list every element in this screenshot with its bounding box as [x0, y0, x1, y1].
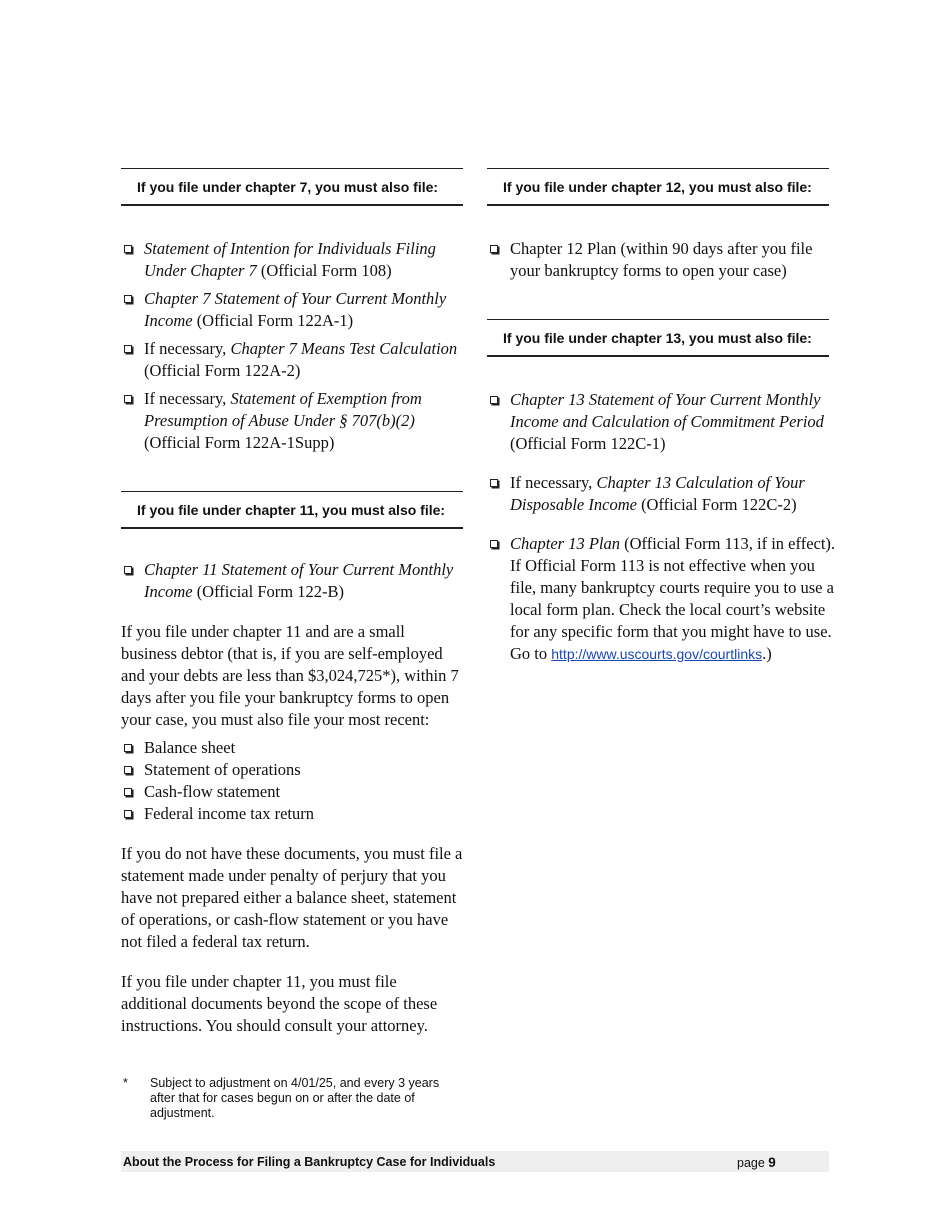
checklist-item: Chapter 11 Statement of Your Current Monthly Income (Official Form 122-B) [121, 559, 463, 603]
checkbox-icon [124, 245, 132, 253]
page-number: page 9 [737, 1155, 776, 1170]
no-documents-paragraph: If you do not have these documents, you must file a statement made under penalty of perjury that you have not prepared either a balance sheet, statement of operations, or cash-flow statement or you have not filed a federal tax return. [121, 844, 463, 951]
checklist-item: If necessary, Chapter 13 Calculation of Your Disposable Income (Official Form 122C-2) [487, 472, 839, 516]
footer-title: About the Process for Filing a Bankruptcy Case for Individuals [123, 1155, 496, 1169]
checklist-item: Chapter 13 Statement of Your Current Monthly Income and Calculation of Commitment Period (Official Form 122C-1) [487, 389, 839, 455]
left-column [121, 168, 463, 1037]
checkbox-icon [124, 566, 132, 574]
checklist-item: Chapter 12 Plan (within 90 days after you file your bankruptcy forms to open your case) [487, 238, 839, 282]
checkbox-icon [490, 396, 498, 404]
footnote-text: Subject to adjustment on 4/01/25, and every 3 years after that for cases begun on or after the date of adjustment. [150, 1076, 440, 1120]
document-item: Federal income tax return [121, 803, 463, 825]
document-item: Balance sheet [121, 737, 463, 759]
document-item: Statement of operations [121, 759, 463, 781]
page-footer [121, 1151, 829, 1172]
checkbox-icon [490, 540, 498, 548]
checklist-item: If necessary, Statement of Exemption from Presumption of Abuse Under § 707(b)(2) (Official Form 122A-1Supp) [121, 388, 463, 454]
small-business-paragraph: If you file under chapter 11 and are a small business debtor (that is, if you are self-employed and your debts are less than $3,024,725*), within 7 days after you file your bankruptcy forms to open your case, you must also file your most recent: [121, 622, 459, 729]
footnote-mark: * [123, 1076, 128, 1090]
checkbox-icon [124, 788, 132, 796]
courtlinks-link[interactable]: http://www.uscourts.gov/courtlinks [551, 646, 763, 662]
checkbox-icon [124, 766, 132, 774]
checkbox-icon [124, 345, 132, 353]
right-column [487, 168, 839, 665]
footnote [121, 1076, 451, 1121]
checkbox-icon [124, 295, 132, 303]
checkbox-icon [490, 479, 498, 487]
chapter-12-header: If you file under chapter 12, you must also file: [487, 168, 829, 206]
checkbox-icon [124, 395, 132, 403]
checkbox-icon [124, 810, 132, 818]
checklist-item: Statement of Intention for Individuals Filing Under Chapter 7 (Official Form 108) [121, 238, 463, 282]
checkbox-icon [124, 744, 132, 752]
checklist-item: If necessary, Chapter 7 Means Test Calculation (Official Form 122A-2) [121, 338, 463, 382]
checkbox-icon [490, 245, 498, 253]
chapter-11-header: If you file under chapter 11, you must also file: [121, 491, 463, 529]
document-item: Cash-flow statement [121, 781, 463, 803]
chapter-13-header: If you file under chapter 13, you must also file: [487, 319, 829, 357]
checklist-item: Chapter 13 Plan (Official Form 113, if in effect). If Official Form 113 is not effective when you file, many bankruptcy courts require you to use a local form plan. Check the local court’s website for any specific form that you might have to use. Go to http://www.uscourts.gov/courtlinks.) [487, 533, 839, 665]
additional-documents-paragraph: If you file under chapter 11, you must file additional documents beyond the scope of these instructions. You should consult your attorney. [121, 972, 438, 1035]
checklist-item: Chapter 7 Statement of Your Current Monthly Income (Official Form 122A-1) [121, 288, 463, 332]
chapter-7-header: If you file under chapter 7, you must also file: [121, 168, 463, 206]
